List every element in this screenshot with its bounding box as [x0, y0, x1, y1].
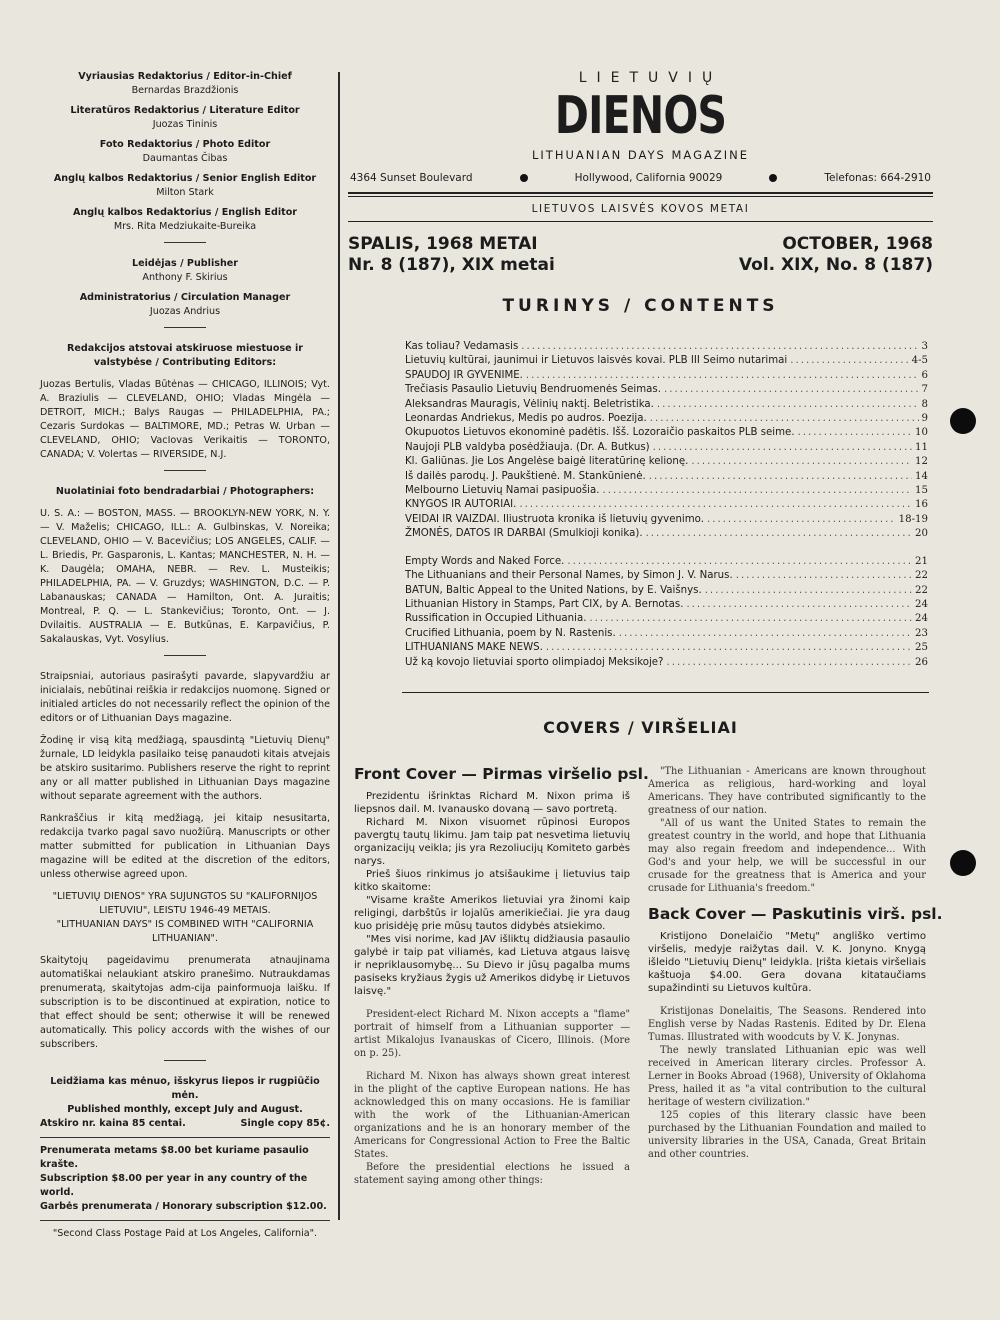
toc-leader-dots	[649, 470, 912, 484]
toc-entry-title: Aleksandras Mauragis, Vėlinių naktį. Beletristika.	[405, 398, 654, 410]
toc-entry-title: The Lithuanians and their Personal Names, by Simon J. V. Narus.	[405, 570, 733, 582]
divider	[348, 192, 933, 194]
toc-leader-dots	[691, 455, 912, 469]
address-line	[348, 172, 933, 184]
staff-entry	[40, 138, 330, 166]
toc-entry	[405, 641, 928, 655]
divider	[164, 470, 206, 471]
article-paragraph: 125 copies of this literary classic have been purchased by the Lithuanian Foundation and mailed to university libraries in the USA, Canada, Great Britain and other countries.	[648, 1110, 926, 1160]
toc-entry-page: 4-5	[911, 355, 928, 367]
toc-entry-title: Crucified Lithuania, poem by N. Rastenis.	[405, 627, 616, 639]
toc-entry	[405, 555, 928, 569]
toc-leader-dots	[686, 598, 912, 612]
toc-entry	[405, 398, 928, 412]
toc-leader-dots	[546, 641, 912, 655]
toc-entry-page: 7	[921, 384, 928, 396]
toc-entry-page: 24	[915, 598, 928, 610]
staff-role: Anglų kalbos Redaktorius / English Editor	[72, 207, 298, 218]
toc-entry	[405, 627, 928, 641]
toc-entry	[405, 656, 928, 670]
article-paragraph: Kristijono Donelaičio "Metų" angliško vertimo viršelis, medyje raižytas dail. V. K. Jonyno. Knygą išleido "Lietuvių Dienų" leidykla. Įrišta kietais viršeliais kaštuoja $4.00. Gera dovana kitataučiams supažindinti su Lietuvos kultūra.	[648, 931, 926, 994]
article-paragraph: President-elect Richard M. Nixon accepts a "flame" portrait of himself from a Lithuanian supporter — artist Mikalojus Ivanauskas of Cicero, Illinois. (More on p. 25).	[354, 1009, 630, 1059]
toc-entry	[405, 513, 928, 527]
contributing-editors-list: Juozas Bertulis, Vladas Būtėnas — CHICAGO, ILLINOIS; Vyt. A. Braziulis — CLEVELAND, OHIO; Vladas Mingėla — DETROIT, MICH.; Balys Raugas — PHILADELPHIA, PA.; Cezaris Surdokas — BALTIMORE, MD.; Petras W. Urban — CLEVELAND, OHIO; VacIovas Verikaitis — TORONTO, CANADA; V. Volertas — RIVERSIDE, N.J.	[40, 379, 330, 460]
postage-notice: "Second Class Postage Paid at Los Angeles, California".	[52, 1228, 318, 1239]
toc-leader-dots	[526, 369, 919, 383]
toc-leader-dots	[589, 612, 912, 626]
photographers-heading: Nuolatiniai foto bendradarbiai / Photographers:	[55, 486, 315, 497]
toc-entry	[405, 612, 928, 626]
toc-spacer	[405, 542, 928, 555]
subscription-en: Subscription $8.00 per year in any country of the world.	[40, 1173, 308, 1198]
toc-leader-dots	[619, 627, 912, 641]
price-lt: Atskiro nr. kaina 85 centai.	[40, 1118, 186, 1129]
notice-lt: "LIETUVIŲ DIENOS" YRA SUJUNGTOS SU "KALIFORNIJOS LIETUVIU", LEISTU 1946-49 METAIS.	[52, 891, 318, 916]
toc-entry-page: 22	[915, 584, 928, 596]
bullet-icon	[520, 174, 528, 182]
notice-en: Manuscripts or other matter submitted for publication in Lithuanian Days magazine will be edited at the discretion of the editors, unless otherwise agreed upon.	[40, 827, 330, 880]
toc-entry-page: 16	[915, 499, 928, 511]
masthead-title: DIENOS	[554, 86, 727, 146]
publisher-entry	[40, 257, 330, 285]
article-paragraph: The newly translated Lithuanian epic was well received in American literary circles. Professor A. Lerner in Books Abroad (1968), University of Oklahoma Press, hailed it as "a vital contribution to the cultural heritage of western civilization."	[648, 1045, 926, 1108]
covers-heading: COVERS / VIRŠELIAI	[543, 718, 738, 737]
toc-entry-page: 3	[921, 341, 928, 352]
toc-entry-page: 26	[915, 656, 928, 668]
photographers-list: U. S. A.: — BOSTON, MASS. — BROOKLYN-NEW YORK, N. Y. — V. Maželis; CHICAGO, ILL.: A. Gulbinskas, V. Noreika; CLEVELAND, OHIO — V. Bacevičius; LOS ANGELES, CALIF. — L. Briedis, Pr. Gasparonis, L. Kantas; MANCHESTER, N. H. — K. Daugėla; OMAHA, NEBR. — Rev. L. Musteikis; PHILADELPHIA, PA. — V. Gruzdys; WASHINGTON, D.C. — P. Labanauskas; CANADA — Hamilton, Ont. A. Juraitis; Montreal, P. Q. — L. Stankevičius; Toronto, Ont. — J. Dvilaitis. AUSTRALIA — E. Butkūnas, E. Karpavičius, P. Sakalauskas, Vyt. Vosylius.	[40, 508, 330, 645]
toc-entry-page: 21	[915, 555, 928, 567]
toc-leader-dots	[664, 383, 919, 397]
issue-date-en: OCTOBER, 1968	[782, 234, 933, 254]
punch-hole	[950, 408, 976, 434]
article-paragraph: Prieš šiuos rinkimus jo atsišaukime į lietuvius taip kitko skaitome:	[354, 869, 630, 893]
toc-entry-page: 8	[921, 398, 928, 410]
toc-entry-page: 23	[915, 627, 928, 639]
back-cover-heading: Back Cover — Paskutinis virš. psl.	[648, 905, 943, 923]
divider	[40, 1220, 330, 1221]
divider	[164, 327, 206, 328]
toc-entry-page: 22	[915, 570, 928, 582]
toc-entry-page: 18-19	[898, 513, 928, 525]
divider	[348, 196, 933, 197]
staff-entry	[40, 172, 330, 200]
toc-entry-page: 24	[915, 613, 928, 625]
toc-entry	[405, 426, 928, 440]
publication-schedule-en: Published monthly, except July and August.	[67, 1104, 303, 1115]
toc-entry-title: Lietuvių kultūrai, jaunimui ir Lietuvos laisvės kovai. PLB III Seimo nutarimai	[405, 355, 788, 367]
column-divider	[338, 72, 340, 1220]
divider	[348, 221, 933, 222]
toc-entry-page: 20	[915, 528, 928, 540]
toc-entry	[405, 527, 928, 541]
toc-entry-title: SPAUDOJ IR GYVENIME.	[405, 369, 523, 381]
toc-entry-title: VEIDAI IR VAIZDAI. Iliustruota kronika iš lietuvių gyvenimo.	[405, 513, 704, 525]
staff-name: Daumantas Čibas	[142, 153, 228, 164]
publisher-role: Leidėjas / Publisher	[131, 258, 239, 269]
toc-leader-dots	[790, 354, 908, 368]
front-cover-heading: Front Cover — Pirmas viršelio psl.	[354, 765, 649, 783]
divider	[164, 242, 206, 243]
toc-entry	[405, 354, 928, 368]
notice-en: If subscription is to be discontinued at expiration, notice to that effect should be sent; otherwise it will be renewed automatically. This policy accords with the wishes of our subscribers.	[40, 983, 330, 1050]
article-paragraph: Before the presidential elections he issued a statement saying among other things:	[354, 1162, 630, 1186]
admin-role: Administratorius / Circulation Manager	[79, 292, 291, 303]
divider	[40, 1137, 330, 1138]
toc-leader-dots	[521, 340, 918, 354]
toc-entry-page: 11	[915, 441, 928, 453]
article-paragraph: "Visame krašte Amerikos lietuviai yra žinomi kaip religingi, darbštūs ir lojalūs amerikiečiai. Jie yra daug kuo prisidėję prie mūsų tautos didybės atsiekimo.	[354, 895, 630, 932]
notice-paragraph	[40, 670, 330, 726]
toc-entry-title: Naujoji PLB valdyba posėdžiauja. (Dr. A. Butkus)	[405, 441, 650, 453]
toc-entry-title: Leonardas Andriekus, Medis po audros. Poezija.	[405, 413, 647, 425]
toc-leader-dots	[519, 498, 912, 512]
notice-lt: Skaitytojų pageidavimu prenumerata atnaujinama automatiškai nelaukiant atskiro pranešimo. Nutraukdamas prenumeratą, skaitytojas adm-cija painformuoja laišku.	[40, 955, 330, 994]
publication-schedule-lt: Leidžiama kas mėnuo, išskyrus liepos ir rugpiūčio mėn.	[50, 1076, 320, 1101]
toc-entry-page: 14	[915, 470, 928, 482]
notice-en: "LITHUANIAN DAYS" IS COMBINED WITH "CALIFORNIA LITHUANIAN".	[56, 919, 314, 944]
toc-entry-title: Russification in Occupied Lithuania.	[405, 613, 587, 625]
staff-name: Mrs. Rita Medziukaite-Bureika	[113, 221, 257, 232]
issue-lt	[348, 234, 555, 276]
quote-paragraph: "All of us want the United States to remain the greatest country in the world, and hope that Lithuania may also regain freedom and independence... With God's and your help, we will be successful in our crusade for the greatness that is America and your crusade for Lithuania's freedom."	[648, 818, 926, 894]
toc-entry-title: BATUN, Baltic Appeal to the United Nations, by E. Vaišnys.	[405, 584, 702, 596]
toc-entry	[405, 598, 928, 612]
staff-role: Anglų kalbos Redaktorius / Senior English Editor	[53, 173, 317, 184]
toc-entry-title: LITHUANIANS MAKE NEWS.	[405, 642, 543, 654]
toc-lithuanian	[405, 340, 928, 542]
motto: LIETUVOS LAISVĖS KOVOS METAI	[531, 203, 750, 215]
masthead-small-title: LIETUVIŲ	[578, 70, 723, 86]
table-of-contents	[405, 340, 928, 670]
toc-leader-dots	[650, 412, 919, 426]
toc-entry-page: 9	[921, 413, 928, 425]
toc-entry-title: Iš dailės parodų. J. Paukštienė. M. Stankūnienė.	[405, 470, 646, 482]
toc-leader-dots	[798, 426, 912, 440]
staff-name: Bernardas Brazdžionis	[131, 85, 239, 96]
toc-entry	[405, 455, 928, 469]
divider	[402, 692, 929, 693]
staff-entry	[40, 70, 330, 98]
issue-date-lt: SPALIS, 1968 METAI	[348, 234, 538, 254]
toc-entry	[405, 369, 928, 383]
toc-leader-dots	[567, 555, 912, 569]
toc-leader-dots	[707, 513, 896, 527]
staff-name: Milton Stark	[156, 187, 214, 198]
article-paragraph: "Mes visi norime, kad JAV išliktų didžiausia pasaulio galybė ir taip pat viliamės, kad Lietuva atgaus laisvę ir nepriklausomybę... Su Dievo ir jūsų pagalba mums pasiseks kryžiaus žygis už Amerikos didybę ir Lietuvos laisvę."	[354, 934, 630, 997]
article-paragraph: Richard M. Nixon has always shown great interest in the plight of the captive European nations. He has acknowledged this on many occasions. He is familiar with the work of the Lithuanian-American organizations and he is an honorary member of the Americans for Congressional Action to Free the Baltic States.	[354, 1071, 630, 1160]
notice-lt: Straipsniai, autoriaus pasirašyti pavarde, slapyvardžiu ar inicialais, nebūtinai reiškia ir redakcijos nuomonę.	[40, 671, 330, 696]
contributing-editors-heading: Redakcijos atstovai atskiruose miestuose ir valstybėse / Contributing Editors:	[66, 343, 304, 368]
street-address: 4364 Sunset Boulevard	[350, 172, 473, 184]
toc-entry-title: Lithuanian History in Stamps, Part CIX, by A. Bernotas.	[405, 598, 684, 610]
masthead-subtitle: LITHUANIAN DAYS MAGAZINE	[532, 148, 749, 162]
staff-entry	[40, 206, 330, 234]
staff-entry	[40, 104, 330, 132]
toc-entry	[405, 412, 928, 426]
toc-entry-title: Kas toliau? Vedamasis	[405, 341, 519, 352]
notice-paragraph	[40, 734, 330, 804]
bullet-icon	[769, 174, 777, 182]
publisher-name: Anthony F. Skirius	[142, 272, 228, 283]
toc-english	[405, 555, 928, 670]
toc-entry-title: ŽMONĖS, DATOS IR DARBAI (Smulkioji konika).	[405, 528, 643, 540]
staff-role: Literatūros Redaktorius / Literature Editor	[70, 105, 300, 116]
divider	[164, 1060, 206, 1061]
price-en: Single copy 85¢.	[240, 1118, 330, 1129]
city-address: Hollywood, California 90029	[574, 172, 723, 184]
toc-entry	[405, 569, 928, 583]
contents-heading: TURINYS / CONTENTS	[502, 296, 779, 316]
toc-entry-page: 10	[915, 427, 928, 439]
notice-paragraph	[40, 954, 330, 1052]
toc-entry-title: Melbourno Lietuvių Namai pasipuošia.	[405, 485, 600, 497]
toc-leader-dots	[646, 527, 912, 541]
toc-entry	[405, 441, 928, 455]
notice-lt: Žodinę ir visą kitą medžiagą, spausdintą "Lietuvių Dienų" žurnale, LD leidykla pasilaiko teisę panaudoti kitais atvejais be atskiro susitarimo.	[40, 735, 330, 774]
toc-entry-page: 12	[915, 456, 928, 468]
toc-entry	[405, 470, 928, 484]
toc-entry-page: 15	[915, 485, 928, 497]
subscription-lt: Prenumerata metams $8.00 bet kuriame pasaulio krašte.	[40, 1145, 309, 1170]
toc-entry-title: Už ką kovojo lietuviai sporto olimpiadoj Meksikoje?	[405, 656, 664, 668]
toc-leader-dots	[736, 569, 912, 583]
punch-hole	[950, 850, 976, 876]
staff-name: Juozas Tininis	[152, 119, 218, 130]
price-line	[40, 1117, 330, 1131]
staff-role: Foto Redaktorius / Photo Editor	[99, 139, 271, 150]
toc-entry-page: 25	[915, 642, 928, 654]
toc-entry	[405, 383, 928, 397]
toc-leader-dots	[657, 398, 919, 412]
toc-leader-dots	[602, 484, 912, 498]
notice-en: Publishers reserve the right to reprint any or all matter published in Lithuanian Days magazine without separate agreement with the authors.	[40, 763, 330, 802]
notice-lt: Rankraščius ir kitą medžiagą, jei kitaip nesusitarta, redakcija tvarko pagal savo nuožiūrą.	[40, 813, 330, 838]
toc-entry-title: Empty Words and Naked Force.	[405, 555, 565, 567]
toc-leader-dots	[666, 656, 912, 670]
toc-entry-page: 6	[921, 369, 928, 381]
back-cover-article	[648, 765, 943, 1161]
toc-entry	[405, 340, 928, 354]
admin-entry	[40, 291, 330, 319]
notice-paragraph	[40, 812, 330, 882]
issue-en	[739, 234, 933, 276]
admin-name: Juozas Andrius	[149, 306, 221, 317]
toc-entry-title: KNYGOS IR AUTORIAI.	[405, 499, 517, 511]
issue-info	[348, 234, 933, 276]
toc-entry-title: Okupuotos Lietuvos ekonominė padėtis. Išš. Lozoraičio paskaitos PLB seime.	[405, 427, 795, 439]
issue-number-en: Vol. XIX, No. 8 (187)	[738, 255, 933, 275]
honorary-subscription: Garbės prenumerata / Honorary subscription $12.00.	[40, 1201, 327, 1212]
masthead-staff-column	[40, 70, 330, 1241]
issue-number-lt: Nr. 8 (187), XIX metai	[348, 255, 555, 275]
masthead	[348, 70, 933, 316]
quote-paragraph: "The Lithuanian - Americans are known throughout America as religious, hard-working and loyal Americans. They have contributed significantly to the greatness of our nation.	[648, 766, 926, 816]
toc-entry	[405, 484, 928, 498]
notice-paragraph	[40, 890, 330, 946]
toc-entry-title: Trečiasis Pasaulio Lietuvių Bendruomenės Seimas.	[405, 384, 661, 396]
toc-entry	[405, 498, 928, 512]
staff-role: Vyriausias Redaktorius / Editor-in-Chief	[78, 71, 292, 82]
article-paragraph: Prezidentu išrinktas Richard M. Nixon prima iš liepsnos dail. M. Ivanausko dovaną — savo portretą.	[354, 791, 630, 815]
toc-leader-dots	[705, 584, 912, 598]
article-paragraph: Kristijonas Donelaitis, The Seasons. Rendered into English verse by Nadas Rastenis. Edited by Dr. Elena Tumas. Illustrated with woodcuts by V. K. Jonynas.	[648, 1006, 926, 1043]
article-paragraph: Richard M. Nixon visuomet rūpinosi Europos pavergtų tautų likimu. Jam taip pat nesvetima lietuvių organizacijų veikla; jis yra Rezoliucijų Komiteto garbės narys.	[354, 817, 630, 867]
divider	[164, 655, 206, 656]
toc-entry-title: Kl. Galiūnas. Jie Los Angelėse baigė literatūrinę kelionę.	[405, 456, 689, 468]
phone-number: Telefonas: 664-2910	[824, 172, 931, 184]
notice-en: Signed or initialed articles do not necessarily reflect the opinion of the editors or of Lithuanian Days magazine.	[40, 685, 330, 724]
toc-leader-dots	[653, 441, 912, 455]
toc-entry	[405, 584, 928, 598]
front-cover-article	[354, 765, 649, 1187]
